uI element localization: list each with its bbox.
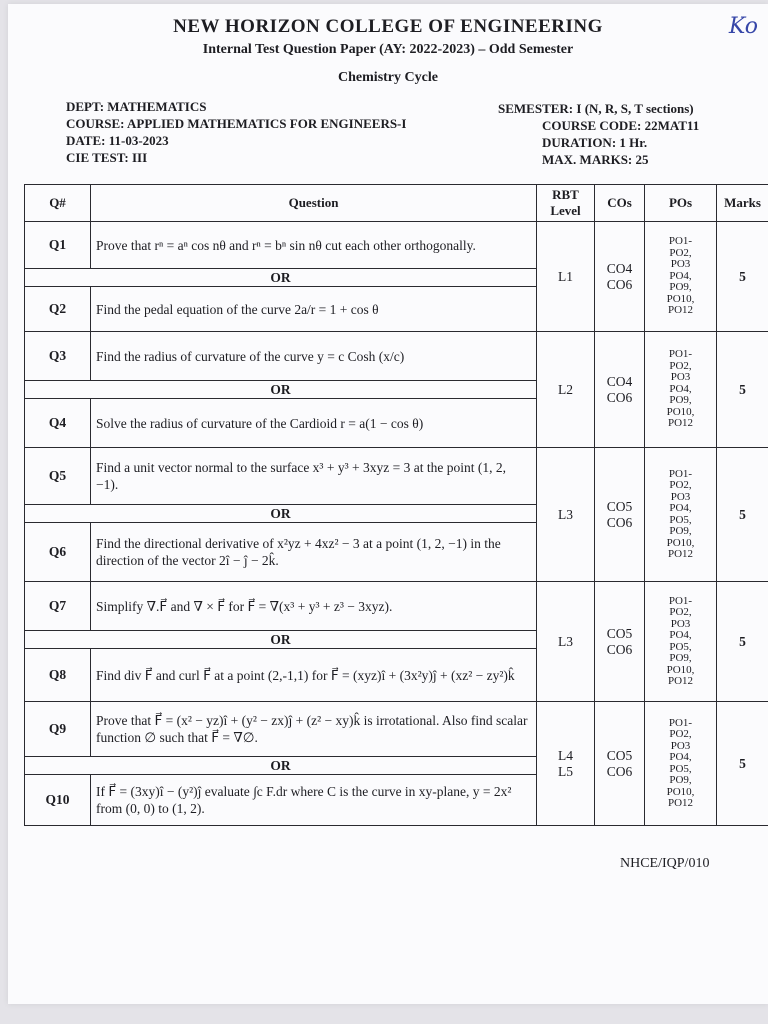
program-outcome: PO12 xyxy=(667,417,694,430)
rbt-level-value: L2 xyxy=(558,381,573,397)
rbt-level xyxy=(537,582,595,702)
rbt-level xyxy=(537,448,595,582)
course-label: COURSE: APPLIED MATHEMATICS FOR ENGINEERS-I xyxy=(66,116,407,131)
rbt-level-value: L3 xyxy=(558,506,573,522)
program-outcome: PO1- xyxy=(668,716,693,729)
question-text: Simplify ∇.F⃗ and ∇ × F⃗ for F⃗ = ∇(x³ + y³ + z³ − 3xyz). xyxy=(91,582,537,631)
program-outcome: PO1- xyxy=(668,594,693,607)
rbt-level xyxy=(537,702,595,826)
program-outcome: PO4, xyxy=(669,269,692,282)
question-number: Q1 xyxy=(25,222,91,269)
rbt-level xyxy=(537,222,595,332)
course-outcome: CO5 xyxy=(606,498,633,514)
program-outcomes xyxy=(645,332,717,448)
course-outcome: CO6 xyxy=(606,641,633,657)
exam-meta-right xyxy=(498,100,699,168)
course-outcomes xyxy=(595,448,645,582)
question-number: Q2 xyxy=(25,287,91,332)
question-text: If F⃗ = (3xy)î − (y²)ĵ evaluate ∫c F.dr where C is the curve in xy-plane, y = 2x² from (0, 0) to (1, 2). xyxy=(91,775,537,826)
program-outcome: PO5, xyxy=(669,762,692,775)
program-outcome: PO5, xyxy=(669,513,692,526)
course-outcomes xyxy=(595,582,645,702)
course-outcome: CO6 xyxy=(606,514,633,530)
question-number: Q6 xyxy=(25,523,91,582)
question-number: Q7 xyxy=(25,582,91,631)
program-outcome: PO12 xyxy=(667,675,694,687)
question-row xyxy=(25,448,768,505)
program-outcome: PO9, xyxy=(669,525,692,537)
program-outcome: PO1- xyxy=(668,348,693,361)
course-outcome: CO5 xyxy=(606,747,633,763)
question-text: Prove that rⁿ = aⁿ cos nθ and rⁿ = bⁿ sin nθ cut each other orthogonally. xyxy=(91,222,537,269)
program-outcome: PO10, xyxy=(666,785,695,798)
program-outcome: PO2, xyxy=(669,728,692,740)
or-separator: OR xyxy=(25,757,537,775)
question-number: Q10 xyxy=(25,775,91,826)
program-outcome: PO3 xyxy=(670,617,691,630)
header-pos: POs xyxy=(645,185,717,222)
course-outcome: CO6 xyxy=(606,276,633,292)
header-question: Question xyxy=(91,185,537,222)
or-separator: OR xyxy=(25,269,537,287)
program-outcome: PO12 xyxy=(667,797,694,809)
question-text: Find the directional derivative of x²yz + 4xz² − 3 at a point (1, 2, −1) in the direction of the vector 2î − ĵ − 2k̂. xyxy=(91,523,537,582)
question-text: Find a unit vector normal to the surface x³ + y³ + 3xyz = 3 at the point (1, 2, −1). xyxy=(91,448,537,505)
rbt-level xyxy=(537,332,595,448)
question-row xyxy=(25,702,768,757)
header-cos: COs xyxy=(595,185,645,222)
program-outcome: PO3 xyxy=(670,490,691,503)
program-outcomes xyxy=(645,702,717,826)
course-code-label: COURSE CODE: 22MAT11 xyxy=(542,118,700,133)
header-marks: Marks xyxy=(717,185,768,222)
question-row xyxy=(25,332,768,381)
course-outcomes xyxy=(595,222,645,332)
program-outcomes xyxy=(645,582,717,702)
marks-value: 5 xyxy=(717,702,768,826)
course-outcomes xyxy=(595,332,645,448)
college-name: NEW HORIZON COLLEGE OF ENGINEERING xyxy=(173,16,603,37)
handwritten-initials: Ko xyxy=(728,14,758,39)
program-outcome: PO10, xyxy=(666,405,695,418)
course-outcome: CO4 xyxy=(606,260,633,276)
table-header-row xyxy=(25,185,768,222)
marks-value: 5 xyxy=(717,582,768,702)
program-outcome: PO12 xyxy=(667,304,694,317)
program-outcome: PO10, xyxy=(666,292,695,305)
marks-value: 5 xyxy=(717,332,768,448)
date-label: DATE: 11-03-2023 xyxy=(66,133,169,148)
duration-label: DURATION: 1 Hr. xyxy=(542,135,648,150)
program-outcome: PO9, xyxy=(669,774,692,786)
header-rbt: RBT Level xyxy=(537,185,595,222)
question-text: Solve the radius of curvature of the Cardioid r = a(1 − cos θ) xyxy=(91,399,537,448)
course-outcome: CO6 xyxy=(606,763,633,779)
program-outcome: PO10, xyxy=(666,663,695,676)
program-outcome: PO3 xyxy=(670,739,691,752)
paper-subtitle: Internal Test Question Paper (AY: 2022-2023) – Odd Semester xyxy=(202,42,574,57)
program-outcome: PO4, xyxy=(669,382,692,395)
program-outcome: PO4, xyxy=(669,502,692,514)
marks-value: 5 xyxy=(717,448,768,582)
program-outcome: PO1- xyxy=(668,467,693,480)
program-outcomes xyxy=(645,222,717,332)
program-outcome: PO4, xyxy=(669,751,692,763)
marks-value: 5 xyxy=(717,222,768,332)
question-paper xyxy=(8,4,768,1004)
question-number: Q9 xyxy=(25,702,91,757)
max-marks-label: MAX. MARKS: 25 xyxy=(542,152,649,167)
program-outcomes xyxy=(645,448,717,582)
rbt-level-value: L1 xyxy=(558,268,573,284)
program-outcome: PO2, xyxy=(669,359,692,372)
question-number: Q8 xyxy=(25,649,91,702)
dept-label: DEPT: MATHEMATICS xyxy=(66,99,207,114)
course-outcome: CO4 xyxy=(606,373,633,389)
program-outcome: PO12 xyxy=(667,548,694,560)
rbt-level-value: L3 xyxy=(558,633,573,649)
rbt-level-value: L4 xyxy=(558,747,573,763)
program-outcome: PO9, xyxy=(669,281,692,294)
program-outcome: PO2, xyxy=(669,606,692,618)
question-table xyxy=(24,184,768,826)
course-outcomes xyxy=(595,702,645,826)
program-outcome: PO1- xyxy=(668,235,693,248)
program-outcome: PO4, xyxy=(669,629,692,641)
course-outcome: CO6 xyxy=(606,389,633,405)
question-text: Find the radius of curvature of the curve y = c Cosh (x/c) xyxy=(91,332,537,381)
or-separator: OR xyxy=(25,505,537,523)
cycle-label: Chemistry Cycle xyxy=(338,70,438,85)
or-separator: OR xyxy=(25,631,537,649)
program-outcome: PO3 xyxy=(670,258,691,271)
question-text: Prove that F⃗ = (x² − yz)î + (y² − zx)ĵ + (z² − xy)k̂ is irrotational. Also find scalar function ∅ such that F⃗ = ∇∅. xyxy=(91,702,537,757)
program-outcome: PO9, xyxy=(669,394,692,407)
test-label: CIE TEST: III xyxy=(66,150,148,165)
exam-meta-left xyxy=(66,98,406,166)
or-separator: OR xyxy=(25,381,537,399)
program-outcome: PO9, xyxy=(669,652,692,664)
question-row xyxy=(25,582,768,631)
program-outcome: PO2, xyxy=(669,246,692,259)
form-code: NHCE/IQP/010 xyxy=(620,856,710,871)
question-row xyxy=(25,222,768,269)
program-outcome: PO5, xyxy=(669,640,692,653)
question-text: Find the pedal equation of the curve 2a/r = 1 + cos θ xyxy=(91,287,537,332)
program-outcome: PO10, xyxy=(666,536,695,549)
semester-label: SEMESTER: I (N, R, S, T sections) xyxy=(498,101,694,116)
program-outcome: PO2, xyxy=(669,479,692,491)
header-qno: Q# xyxy=(25,185,91,222)
question-text: Find div F⃗ and curl F⃗ at a point (2,-1,1) for F⃗ = (xyz)î + (3x²y)ĵ + (xz² − zy²)k̂ xyxy=(91,649,537,702)
question-number: Q3 xyxy=(25,332,91,381)
question-number: Q4 xyxy=(25,399,91,448)
question-rows xyxy=(25,222,768,826)
course-outcome: CO5 xyxy=(606,625,633,641)
program-outcome: PO3 xyxy=(670,371,691,384)
question-number: Q5 xyxy=(25,448,91,505)
rbt-level-value: L5 xyxy=(558,763,573,779)
